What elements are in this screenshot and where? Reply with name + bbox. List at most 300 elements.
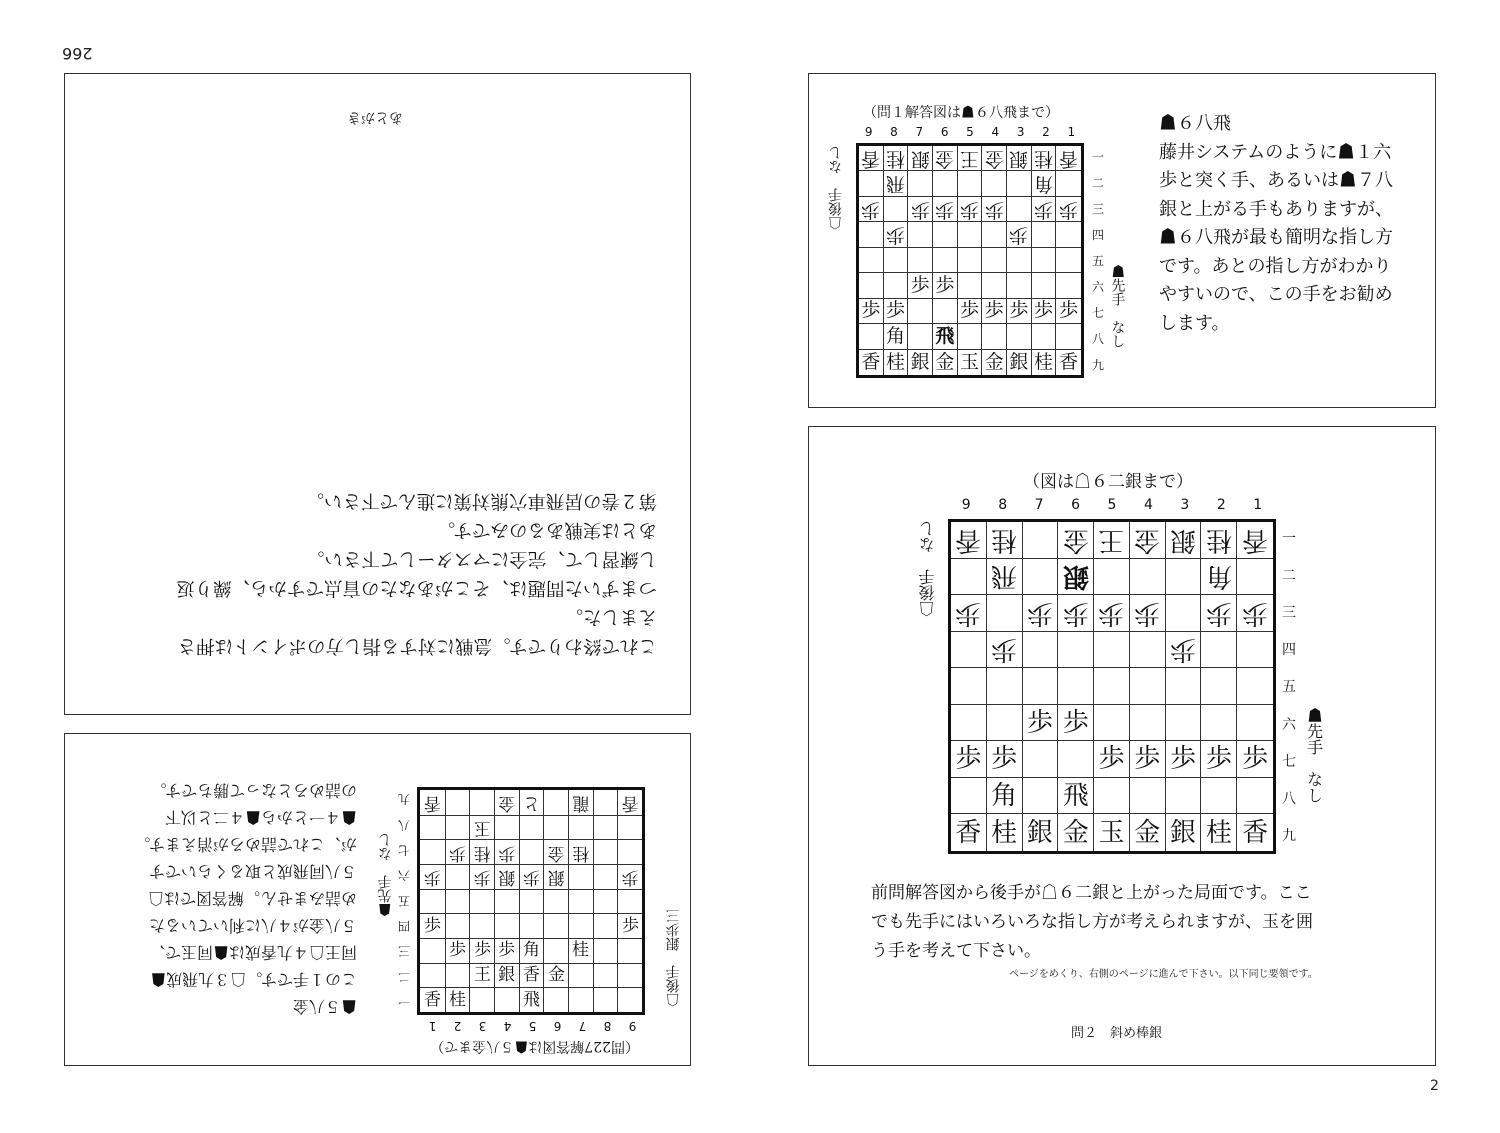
- shogi-piece: 角: [991, 780, 1018, 811]
- board-square: [884, 146, 909, 171]
- shogi-piece: 玉: [1098, 817, 1125, 848]
- board-square: [1237, 705, 1273, 742]
- problem227-board: [417, 787, 645, 1015]
- board-square: [958, 171, 983, 196]
- rank-number: 五: [1282, 679, 1296, 696]
- board-square: [593, 790, 618, 815]
- board-square: [617, 889, 642, 914]
- shogi-piece: 歩: [885, 224, 905, 247]
- board-square: [951, 705, 987, 742]
- shogi-piece: 歩: [861, 198, 881, 221]
- board-square: [1056, 171, 1081, 196]
- board-square: [1166, 778, 1202, 815]
- board-square: [1237, 522, 1273, 559]
- board-square: [1023, 814, 1059, 851]
- rank-number: 七: [1091, 306, 1104, 321]
- shogi-piece: 歩: [498, 940, 516, 961]
- board-square: [982, 248, 1007, 273]
- shogi-piece: 香: [1242, 524, 1269, 555]
- shogi-piece: 香: [955, 817, 982, 848]
- file-number: 7: [578, 1019, 587, 1033]
- board-square: [933, 324, 958, 349]
- problem1-line: ☗６八飛が最も簡明な指し方: [1159, 227, 1393, 248]
- file-number: 4: [503, 1019, 512, 1033]
- file-number: 5: [1107, 497, 1117, 513]
- board-square: [519, 987, 544, 1012]
- shogi-piece: 香: [955, 524, 982, 555]
- shogi-piece: 金: [1134, 817, 1161, 848]
- board-square: [445, 987, 470, 1012]
- problem1-board: [856, 143, 1084, 378]
- problem2-explanation: [871, 879, 1391, 966]
- shogi-piece: 歩: [423, 867, 441, 888]
- board-square: [1007, 222, 1032, 247]
- board-square: [1032, 350, 1057, 375]
- shogi-piece: 香: [861, 147, 881, 170]
- board-square: [568, 839, 593, 864]
- afterword-line: 第２巻の居飛車穴熊対策に進んで下さい。: [305, 490, 657, 511]
- problem227-sente-hand: ☗先手 なし: [377, 833, 394, 917]
- board-square: [859, 222, 884, 247]
- board-square: [519, 938, 544, 963]
- board-square: [1056, 146, 1081, 171]
- shogi-piece: 角: [885, 324, 905, 347]
- board-square: [494, 839, 519, 864]
- shogi-piece: 歩: [1134, 744, 1161, 775]
- board-square: [1023, 522, 1059, 559]
- shogi-piece: 歩: [1059, 198, 1079, 221]
- shogi-piece: 金: [984, 147, 1004, 170]
- board-square: [884, 222, 909, 247]
- shogi-piece: 飛: [885, 173, 905, 196]
- board-square: [1058, 814, 1094, 851]
- board-square: [933, 273, 958, 298]
- board-square: [1237, 595, 1273, 632]
- rank-number: 六: [1091, 280, 1104, 295]
- board-square: [1094, 741, 1130, 778]
- board-square: [1056, 299, 1081, 324]
- board-square: [859, 350, 884, 375]
- board-square: [1058, 632, 1094, 669]
- problem2-line: でも先手にはいろいろな指し方が考えられますが、玉を囲: [871, 912, 1313, 932]
- board-square: [420, 790, 445, 815]
- shogi-piece: 銀: [1026, 817, 1053, 848]
- board-square: [951, 814, 987, 851]
- shogi-piece: 玉: [473, 818, 491, 839]
- shogi-piece: 歩: [991, 634, 1018, 665]
- problem227-line: の詰めろとなって勝ちです。: [150, 781, 357, 800]
- board-square: [1058, 522, 1094, 559]
- problem227-line: め詰みません。解答図では☖: [148, 889, 357, 908]
- board-square: [617, 987, 642, 1012]
- shogi-piece: 歩: [935, 198, 955, 221]
- problem227-explanation: [87, 777, 357, 1020]
- problem227-file-numbers: [420, 1019, 645, 1033]
- afterword-line: これで終わりです。急戦に対する指し方のポイントは押さ: [177, 635, 657, 656]
- board-square: [884, 171, 909, 196]
- rank-number: 二: [1091, 175, 1104, 190]
- shogi-piece: 飛: [523, 989, 541, 1010]
- board-square: [908, 146, 933, 171]
- board-square: [593, 864, 618, 889]
- shogi-piece: 金: [547, 965, 565, 986]
- rank-number: 九: [1091, 358, 1104, 373]
- board-square: [568, 864, 593, 889]
- board-square: [1166, 522, 1202, 559]
- shogi-piece: 王: [959, 147, 979, 170]
- board-square: [617, 864, 642, 889]
- rank-number: 三: [398, 944, 411, 959]
- board-square: [908, 222, 933, 247]
- problem227-line: 同王☖４九香成は☗同玉で、: [149, 943, 357, 962]
- board-square: [617, 963, 642, 988]
- file-number: 3: [1016, 125, 1025, 139]
- board-square: [884, 197, 909, 222]
- board-square: [519, 839, 544, 864]
- shogi-piece: 桂: [449, 989, 467, 1010]
- board-square: [908, 324, 933, 349]
- board-square: [958, 146, 983, 171]
- board-square: [987, 632, 1023, 669]
- board-square: [1007, 171, 1032, 196]
- board-square: [908, 350, 933, 375]
- board-square: [987, 595, 1023, 632]
- board-square: [884, 350, 909, 375]
- rank-number: 三: [1282, 605, 1296, 622]
- shogi-piece: 歩: [861, 299, 881, 322]
- board-square: [982, 146, 1007, 171]
- shogi-piece: 香: [1059, 147, 1079, 170]
- file-number: 5: [528, 1019, 537, 1033]
- shogi-piece: 角: [1033, 173, 1053, 196]
- file-number: 9: [628, 1019, 637, 1033]
- board-square: [859, 146, 884, 171]
- shogi-piece: 歩: [984, 299, 1004, 322]
- board-square: [519, 815, 544, 840]
- shogi-piece: 銀: [1062, 561, 1089, 592]
- rank-number: 八: [398, 817, 411, 832]
- board-square: [1023, 559, 1059, 596]
- board-square: [1023, 595, 1059, 632]
- board-square: [1166, 632, 1202, 669]
- board-square: [469, 938, 494, 963]
- board-square: [469, 963, 494, 988]
- board-square: [982, 350, 1007, 375]
- board-square: [951, 522, 987, 559]
- board-square: [908, 299, 933, 324]
- board-square: [933, 146, 958, 171]
- shogi-piece: 桂: [885, 147, 905, 170]
- board-square: [543, 864, 568, 889]
- shogi-piece: 香: [861, 350, 881, 373]
- board-square: [1201, 559, 1237, 596]
- shogi-piece: 金: [984, 350, 1004, 373]
- board-square: [1058, 595, 1094, 632]
- board-square: [1094, 668, 1130, 705]
- board-square: [617, 839, 642, 864]
- shogi-piece: 歩: [1033, 198, 1053, 221]
- shogi-piece: 歩: [449, 842, 467, 863]
- board-square: [958, 299, 983, 324]
- board-square: [958, 324, 983, 349]
- problem2-gote-hand: ☖後手 なし: [918, 521, 937, 617]
- rank-number: 六: [398, 868, 411, 883]
- rank-number: 二: [398, 969, 411, 984]
- problem1-line: やすいので、この手をお勧め: [1159, 284, 1393, 305]
- board-square: [519, 790, 544, 815]
- board-square: [1058, 668, 1094, 705]
- shogi-piece: 歩: [1009, 224, 1029, 247]
- board-square: [543, 913, 568, 938]
- board-square: [933, 222, 958, 247]
- file-number: 3: [478, 1019, 487, 1033]
- board-square: [1166, 559, 1202, 596]
- file-number: 6: [940, 125, 949, 139]
- board-square: [1032, 273, 1057, 298]
- shogi-piece: 歩: [1033, 299, 1053, 322]
- problem2-sente-hand: ☗先手 なし: [1304, 707, 1324, 803]
- problem227-line: この１手です。☖３九飛成☗: [150, 970, 357, 989]
- board-square: [420, 815, 445, 840]
- board-square: [1094, 522, 1130, 559]
- board-square: [469, 790, 494, 815]
- board-square: [1056, 273, 1081, 298]
- board-square: [951, 778, 987, 815]
- board-square: [420, 913, 445, 938]
- file-number: 8: [603, 1019, 612, 1033]
- file-number: 7: [915, 125, 924, 139]
- shogi-piece: 玉: [959, 350, 979, 373]
- rank-number: 七: [1282, 753, 1296, 770]
- shogi-piece: 歩: [1062, 707, 1089, 738]
- board-square: [593, 839, 618, 864]
- board-square: [1130, 595, 1166, 632]
- board-square: [884, 324, 909, 349]
- problem1-rank-numbers: [1089, 143, 1107, 378]
- problem1-line: 銀と上がる手もありますが、: [1159, 198, 1393, 220]
- shogi-piece: 歩: [498, 842, 516, 863]
- board-square: [1237, 814, 1273, 851]
- board-square: [951, 632, 987, 669]
- board-square: [593, 913, 618, 938]
- shogi-piece: 王: [1098, 524, 1125, 555]
- board-square: [982, 324, 1007, 349]
- board-square: [884, 248, 909, 273]
- board-square: [1237, 778, 1273, 815]
- board-square: [859, 248, 884, 273]
- shogi-piece: 桂: [991, 524, 1018, 555]
- board-square: [1130, 705, 1166, 742]
- shogi-piece: 歩: [1062, 597, 1089, 628]
- board-square: [1007, 248, 1032, 273]
- problem227-line: ☗５八金: [292, 997, 357, 1016]
- board-square: [543, 938, 568, 963]
- shogi-piece: 歩: [621, 867, 639, 888]
- shogi-piece: 桂: [1033, 147, 1053, 170]
- shogi-piece: 銀: [1170, 524, 1197, 555]
- board-square: [420, 889, 445, 914]
- shogi-piece: 歩: [955, 597, 982, 628]
- shogi-piece: 銀: [910, 147, 930, 170]
- board-square: [593, 815, 618, 840]
- rank-number: 三: [1091, 201, 1104, 216]
- shogi-piece: 銀: [1009, 350, 1029, 373]
- shogi-piece: 歩: [423, 915, 441, 936]
- board-square: [469, 913, 494, 938]
- board-square: [958, 197, 983, 222]
- board-square: [951, 559, 987, 596]
- board-square: [1166, 668, 1202, 705]
- board-square: [420, 839, 445, 864]
- board-square: [1237, 559, 1273, 596]
- board-square: [1094, 705, 1130, 742]
- board-square: [494, 913, 519, 938]
- board-square: [982, 171, 1007, 196]
- shogi-piece: 銀: [910, 350, 930, 373]
- board-square: [1237, 741, 1273, 778]
- board-square: [1023, 741, 1059, 778]
- board-square: [494, 815, 519, 840]
- shogi-piece: 銀: [498, 867, 516, 888]
- problem1-line: 歩と突く手、あるいは☗７八: [1159, 170, 1393, 191]
- problem2-line: 前問解答図から後手が☖６二銀と上がった局面です。ここ: [871, 883, 1312, 903]
- rank-number: 七: [398, 842, 411, 857]
- shogi-piece: 歩: [885, 299, 905, 322]
- shogi-piece: 金: [935, 350, 955, 373]
- shogi-piece: 歩: [959, 299, 979, 322]
- board-square: [445, 864, 470, 889]
- board-square: [987, 668, 1023, 705]
- board-square: [568, 963, 593, 988]
- file-number: 6: [553, 1019, 562, 1033]
- board-square: [908, 171, 933, 196]
- shogi-piece: 香: [423, 792, 441, 813]
- board-square: [445, 889, 470, 914]
- board-square: [1058, 741, 1094, 778]
- shogi-piece: 歩: [910, 198, 930, 221]
- file-number: 1: [1067, 125, 1076, 139]
- board-square: [494, 987, 519, 1012]
- page-number-left: 266: [62, 44, 93, 63]
- board-square: [1130, 632, 1166, 669]
- afterword-body: [97, 486, 657, 660]
- board-square: [469, 987, 494, 1012]
- file-number: 9: [864, 125, 873, 139]
- board-square: [982, 197, 1007, 222]
- board-square: [933, 197, 958, 222]
- rank-number: 九: [398, 792, 411, 807]
- shogi-piece: 歩: [910, 273, 930, 296]
- board-square: [1023, 705, 1059, 742]
- rank-number: 五: [1091, 253, 1104, 268]
- shogi-piece: 歩: [1134, 597, 1161, 628]
- board-square: [1032, 248, 1057, 273]
- board-square: [908, 273, 933, 298]
- afterword-line: えました。: [564, 606, 657, 627]
- file-number: 9: [961, 497, 971, 513]
- board-square: [568, 790, 593, 815]
- board-square: [1166, 595, 1202, 632]
- shogi-piece: 歩: [991, 744, 1018, 775]
- board-square: [543, 815, 568, 840]
- rank-number: 五: [398, 893, 411, 908]
- problem1-gote-hand: ☖後手 なし: [828, 146, 844, 230]
- file-number: 3: [1180, 497, 1190, 513]
- board-square: [1130, 778, 1166, 815]
- problem1-line: 藤井システムのように☗１六: [1159, 141, 1392, 163]
- board-square: [445, 913, 470, 938]
- shogi-piece: 歩: [621, 915, 639, 936]
- board-square: [908, 248, 933, 273]
- board-square: [617, 790, 642, 815]
- board-square: [1201, 741, 1237, 778]
- shogi-piece: 金: [1134, 524, 1161, 555]
- problem2-panel: [808, 426, 1436, 1066]
- board-square: [568, 889, 593, 914]
- board-square: [1201, 668, 1237, 705]
- shogi-piece: 歩: [473, 867, 491, 888]
- shogi-piece: 歩: [1170, 634, 1197, 665]
- shogi-piece: と: [523, 792, 541, 813]
- board-square: [908, 197, 933, 222]
- board-square: [568, 815, 593, 840]
- rank-number: 一: [1091, 149, 1104, 164]
- shogi-piece: 金: [935, 147, 955, 170]
- shogi-piece: 香: [523, 965, 541, 986]
- problem227-line: が、これで詰めろが消えます。: [134, 835, 357, 854]
- board-square: [951, 668, 987, 705]
- shogi-piece: 桂: [572, 940, 590, 961]
- board-square: [933, 248, 958, 273]
- rank-number: 四: [1091, 227, 1104, 242]
- board-square: [987, 814, 1023, 851]
- board-square: [1201, 595, 1237, 632]
- board-square: [420, 938, 445, 963]
- board-square: [1007, 350, 1032, 375]
- file-number: 6: [1071, 497, 1080, 513]
- file-number: 8: [890, 125, 898, 139]
- shogi-piece: 歩: [449, 940, 467, 961]
- afterword-heading: あとがき: [347, 109, 403, 125]
- problem227-gote-hand: ☖後手 銀歩三: [665, 909, 682, 1007]
- board-square: [1058, 559, 1094, 596]
- shogi-piece: 角: [523, 940, 541, 961]
- board-square: [1201, 814, 1237, 851]
- board-square: [543, 963, 568, 988]
- board-square: [1032, 171, 1057, 196]
- board-square: [420, 963, 445, 988]
- problem1-sente-hand: ☗先手 なし: [1109, 264, 1126, 348]
- shogi-piece: 銀: [547, 867, 565, 888]
- board-square: [1032, 146, 1057, 171]
- board-square: [469, 889, 494, 914]
- board-square: [420, 864, 445, 889]
- board-square: [445, 963, 470, 988]
- problem2-rank-numbers: [1279, 519, 1299, 854]
- file-number: 1: [1253, 497, 1263, 513]
- board-square: [1007, 146, 1032, 171]
- problem1-answer-panel: [808, 73, 1436, 408]
- board-square: [519, 963, 544, 988]
- board-square: [958, 273, 983, 298]
- board-square: [933, 299, 958, 324]
- shogi-piece: 桂: [572, 842, 590, 863]
- board-square: [445, 815, 470, 840]
- board-square: [987, 559, 1023, 596]
- rank-number: 九: [1282, 828, 1296, 845]
- shogi-piece: 金: [547, 842, 565, 863]
- problem2-board: [948, 519, 1276, 854]
